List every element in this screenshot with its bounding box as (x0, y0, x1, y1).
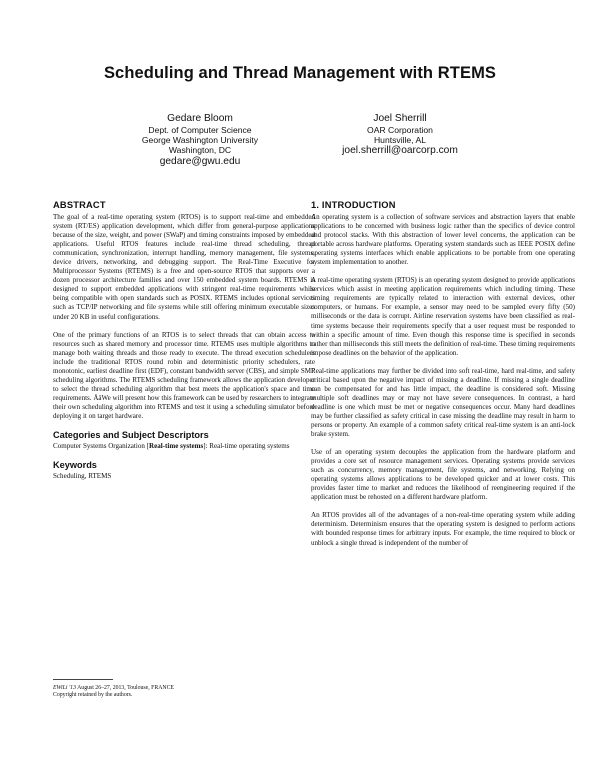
abstract-paragraph-2: One of the primary functions of an RTOS is to select threads that can obtain access to resources such as shared memory and processor time. RTEMS uses multiple algorithms to manage both waiting threads and those ready to execute. The thread execution schedulers include the traditional RTOS round robin and deterministic priority schedulers, rate monotonic, earliest deadline first (EDF), constant bandwidth server (CBS), and simple SMP scheduling algorithms. The RTEMS scheduling framework allows the application developer to select the thread scheduling algorithm that best meets the application's space and time requirements. ÄäWe will present how this framework can be used by researchers to integrate their own scheduling algorithm into RTEMS and test it using a scheduling simulator before deploying it on target hardware. (53, 330, 315, 420)
author-email: joel.sherrill@oarcorp.com (342, 145, 458, 157)
author-name: Gedare Bloom (167, 113, 233, 124)
categories-text (53, 442, 315, 451)
author-email: gedare@gwu.edu (159, 155, 241, 167)
footer-venue: EWiLi '13 (53, 685, 76, 691)
categories-bold: Real-time systems (148, 442, 204, 451)
author-dept: Dept. of Computer Science (148, 125, 252, 135)
categories-heading: Categories and Subject Descriptors (53, 430, 209, 441)
introduction-heading: 1. INTRODUCTION (311, 200, 396, 210)
author-block-2 (290, 113, 510, 157)
author-affiliation: OAR Corporation (367, 125, 433, 135)
intro-paragraph-1: An operating system is a collection of software services and abstraction layers that enable applications to be concerned with business logic rather than the specifics of device control and protocol stacks. With this abstraction of lower level concerns, the application can be portable across hardware platforms. Operating system standards such as IEEE POSIX define operating systems interfaces which enable applications to be portable from one operating system implementation to another. (311, 213, 575, 267)
copyright-footer (53, 685, 315, 699)
author-location: Washington, DC (168, 145, 232, 156)
abstract-paragraph-1: The goal of a real-time operating system (RTOS) is to support real-time and embedded system (RT/ES) application development, which differ from general-purpose applications because of the size, weight, and power (SWaP) and timing constraints imposed by embedded applications. Useful RTOS features include real-time thread scheduling, thread communication, synchronization, interrupt handling, memory management, file systems, device drivers, networking, and debugging support. The Real-Time Executive for Multiprocessor Systems (RTEMS) is a free and open-source RTOS that supports over a dozen processor architecture families and over 150 embedded system boards. RTEMS is designed to support embedded applications with stringent real-time requirements while being compatible with open standards such as POSIX. RTEMS includes optional services such as TCP/IP networking and file systems while still offering minimum executable sizes under 20 KB in useful configurations. (53, 213, 315, 321)
intro-paragraph-5: An RTOS provides all of the advantages of a non-real-time operating system while adding determinism. Determinism ensures that the operating system is designed to perform actions with bounded response times for arbitrary inputs. For example, the time required to block or unblock a single thread is independent of the number of (311, 511, 575, 547)
author-name: Joel Sherrill (373, 113, 427, 124)
footnote-divider (53, 679, 113, 680)
author-location: Huntsville, AL (373, 135, 427, 146)
footer-copyright: Copyright retained by the authors. (53, 692, 133, 699)
keywords-text: Scheduling, RTEMS (53, 472, 112, 481)
categories-prefix: Computer Systems Organization [ (53, 442, 149, 451)
paper-title: Scheduling and Thread Management with RTEMS (103, 64, 497, 82)
footer-venue-line (53, 685, 315, 692)
intro-paragraph-4: Use of an operating system decouples the application from the hardware platform and provides a core set of resource management services. Operating systems provide services such as concurrency, memory management, file systems, and networking. Relying on operating systems allows applications to be developed quicker and at lower costs. This provides faster time to market and reduces the likelihood of reengineering required if the application must be rehosted on a different hardware platform. (311, 448, 575, 502)
keywords-heading: Keywords (53, 460, 97, 471)
intro-paragraph-3: Real-time applications may further be divided into soft real-time, hard real-time, and safety critical based upon the negative impact of missing a deadline. If missing a single deadline can be compensated for and has little impact, the deadline is considered soft. Missing multiple soft deadlines may or may not have severe consequences. In contrast, a hard deadline is one which must be met or negative consequences occur. Many hard deadlines may be further classified as safety critical in case missing the deadline may result in harm to persons or property. An example of a common safety critical real-time system is an anti-lock brake system. (311, 366, 575, 439)
categories-suffix: ]: Real-time operating systems (203, 442, 290, 451)
footer-venue-details: August 26–27, 2013, Toulouse, FRANCE (75, 685, 175, 691)
abstract-heading: ABSTRACT (53, 200, 106, 210)
intro-paragraph-2: A real-time operating system (RTOS) is an operating system designed to provide applications services which assist in meeting application requirements which including timing. These timing requirements are typically related to interaction with external devices, other computers, or humans. For example, a sensor may need to be sampled every fifty (50) milliseconds or the data is corrupt. Airline reservation systems have been classified as real-time systems because their requirements specify that a user request must be responded to within a specific amount of time. Even though this response time is specified in seconds rather than milliseconds this still meets the definition of real-time. These timing requirements impose deadlines on the behavior of the application. (311, 276, 575, 357)
right-column (311, 200, 575, 557)
author-affiliation: George Washington University (141, 135, 259, 146)
author-block-1 (90, 113, 310, 168)
left-column (53, 200, 315, 481)
